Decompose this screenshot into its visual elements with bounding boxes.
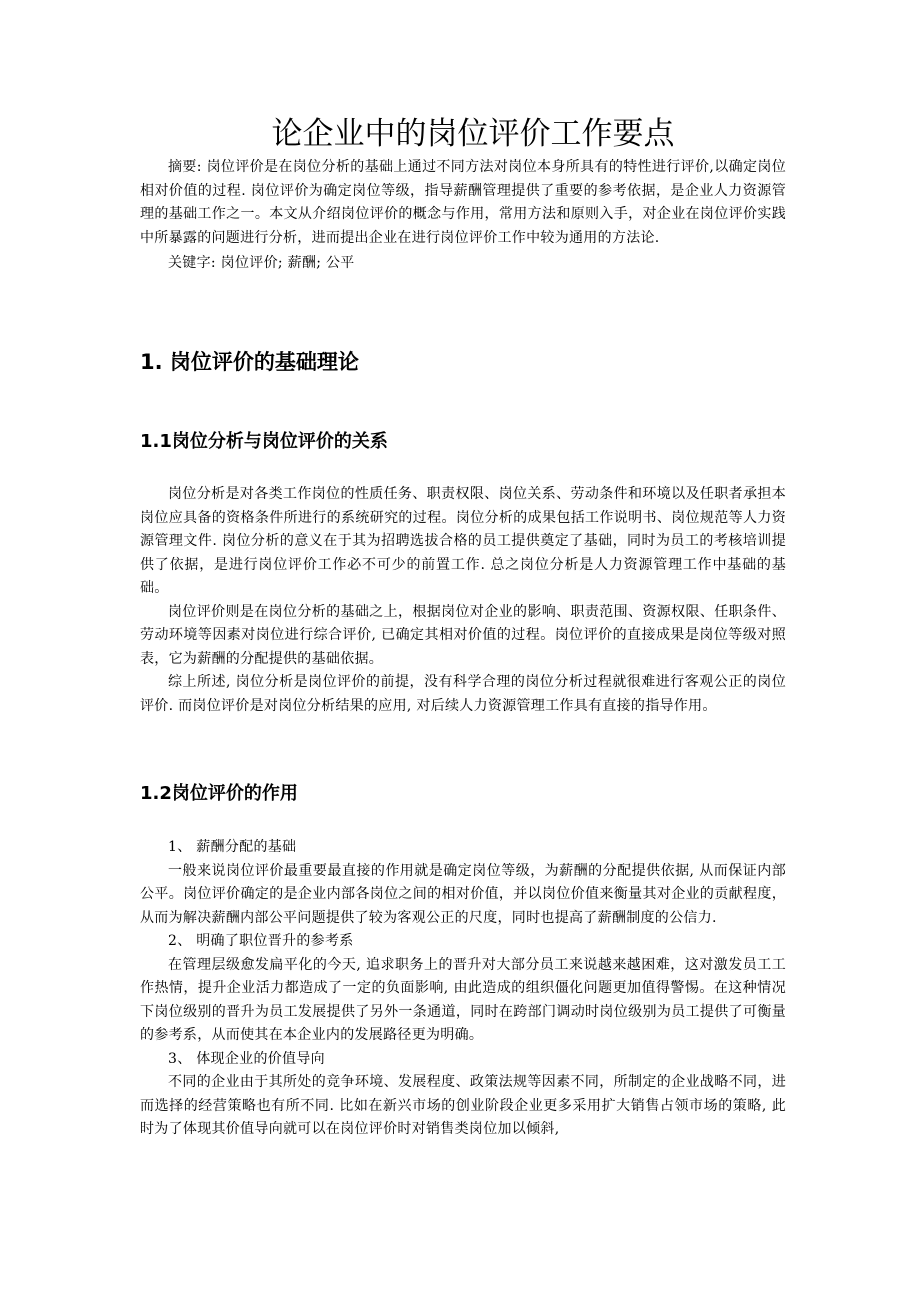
document-page (140, 112, 786, 1137)
body-paragraph: 在管理层级愈发扁平化的今天, 追求职务上的晋升对大部分员工来说越来越困难，这对激发员工工作热情，提升企业活力都造成了一定的负面影响, 由此造成的组织僵化问题更加值得警惕。在这种情况下岗位级别的晋升为员工发展提供了另外一条通道，同时在跨部门调动时岗位级别为员工提供了可衡量的参考系，从而使其在本企业内的发展路径更为明确。 (140, 956, 786, 1043)
abstract-paragraph: 摘要: 岗位评价是在岗位分析的基础上通过不同方法对岗位本身所具有的特性进行评价,以确定岗位相对价值的过程. 岗位评价为确定岗位等级，指导薪酬管理提供了重要的参考依据，是企业人力资源管理的基础工作之一。本文从介绍岗位评价的概念与作用，常用方法和原则入手，对企业在岗位评价实践中所暴露的问题进行分析，进而提出企业在进行岗位评价工作中较为通用的方法论. (140, 159, 786, 246)
keywords-line: 关键字: 岗位评价; 薪酬; 公平 (168, 255, 355, 271)
body-paragraph: 一般来说岗位评价最重要最直接的作用就是确定岗位等级，为薪酬的分配提供依据, 从而保证内部公平。岗位评价确定的是企业内部各岗位之间的相对价值，并以岗位价值来衡量其对企业的贡献程度，从而为解决薪酬内部公平问题提供了较为客观公正的尺度，同时也提高了薪酬制度的公信力. (140, 862, 786, 926)
section-1-2-heading: 1.2岗位评价的作用 (140, 783, 298, 804)
body-paragraph: 不同的企业由于其所处的竞争环境、发展程度、政策法规等因素不同，所制定的企业战略不同，进而选择的经营策略也有所不同. 比如在新兴市场的创业阶段企业更多采用扩大销售占领市场的策略, 此时为了体现其价值导向就可以在岗位评价时对销售类岗位加以倾斜, (140, 1074, 786, 1137)
document-title: 论企业中的岗位评价工作要点 (271, 116, 675, 152)
list-item-heading: 3、 体现企业的价值导向 (168, 1050, 325, 1067)
section-1-1-heading: 1.1岗位分析与岗位评价的关系 (140, 431, 388, 452)
list-item-heading: 2、 明确了职位晋升的参考系 (168, 933, 354, 949)
list-item-heading: 1、 薪酬分配的基础 (168, 839, 297, 855)
section-1-heading: 1. 岗位评价的基础理论 (140, 350, 359, 374)
body-paragraph: 岗位分析是对各类工作岗位的性质任务、职责权限、岗位关系、劳动条件和环境以及任职者承担本岗位应具备的资格条件所进行的系统研究的过程。岗位分析的成果包括工作说明书、岗位规范等人力资源管理文件. 岗位分析的意义在于其为招聘选拔合格的员工提供奠定了基础，同时为员工的考核培训提供了依据，是进行岗位评价工作必不可少的前置工作. 总之岗位分析是人力资源管理工作中基础的基础。 (140, 486, 786, 596)
body-paragraph: 岗位评价则是在岗位分析的基础之上，根据岗位对企业的影响、职责范围、资源权限、任职条件、劳动环境等因素对岗位进行综合评价, 已确定其相对价值的过程。岗位评价的直接成果是岗位等级对照表，它为薪酬的分配提供的基础依据。 (140, 603, 786, 667)
body-paragraph: 综上所述, 岗位分析是岗位评价的前提，没有科学合理的岗位分析过程就很难进行客观公正的岗位评价. 而岗位评价是对岗位分析结果的应用, 对后续人力资源管理工作具有直接的指导作用。 (140, 674, 786, 714)
section-1-2-body (140, 836, 786, 1142)
section-1-1-body (140, 483, 786, 718)
